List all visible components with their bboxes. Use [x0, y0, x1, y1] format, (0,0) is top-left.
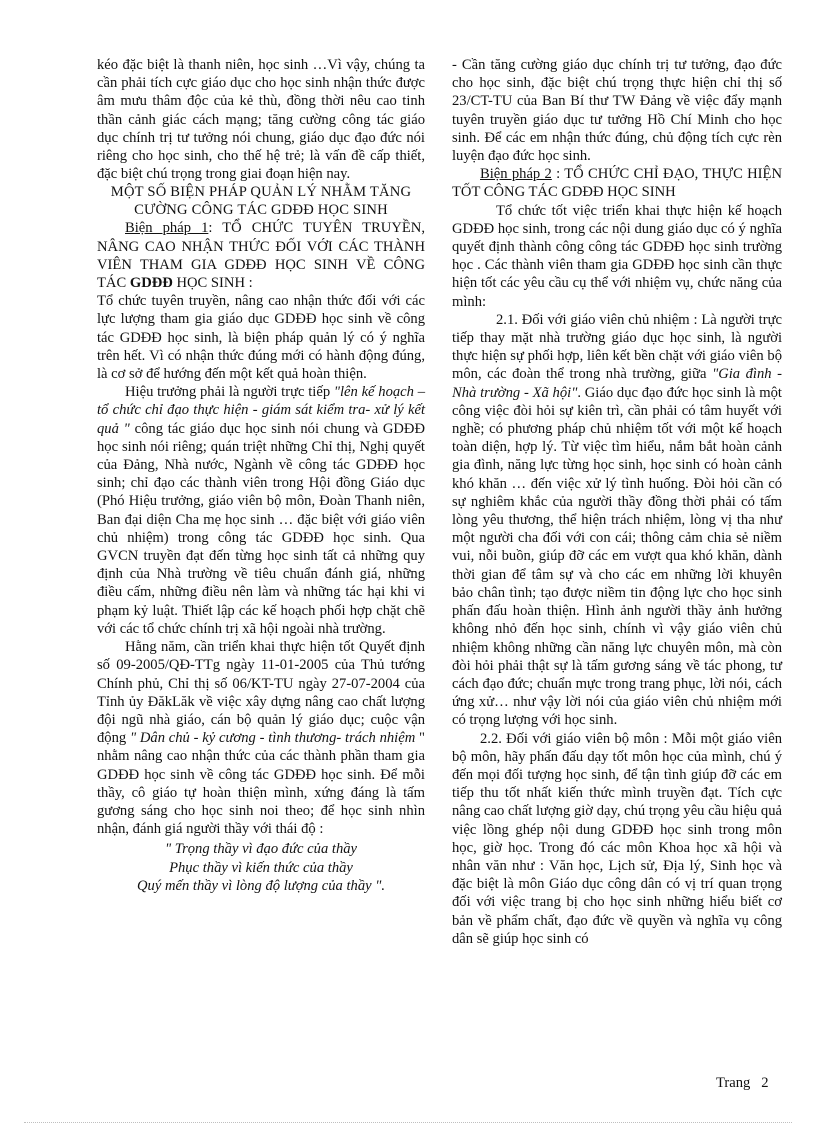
annual-plan-text-start: Hằng năm, cần triển khai thực hiện tốt Quyết định số 09-2005/QĐ-TTg ngày 11-01-2005 của Thủ tướng Chính phủ, Chỉ thị số 06/KT-TU ngày 27-07-2004 của Tỉnh ủy ĐăkLăk về việc xây dựng nâng cao chất lượng đội ngũ nhà giáo, cán bộ quản lý giáo dục; cuộc vận động — [97, 639, 425, 747]
measure-2-title-text: : TỔ CHỨC CHỈ ĐẠO, THỰC HIỆN TỐT CÔNG TÁC GDĐĐ HỌC SINH — [452, 166, 782, 201]
measure-2-label: Biện pháp 2 — [480, 166, 552, 183]
poem-line-2: Phục thầy vì kiến thức của thầy — [169, 859, 353, 876]
paragraph-annual-plan — [97, 638, 425, 838]
homeroom-quote: "Gia đình - Nhà trường - Xã hội" — [452, 366, 782, 401]
measure-1-title-bold: GDĐĐ — [129, 275, 173, 292]
annual-plan-campaign-quote: " Dân chủ - kỷ cương - tình thương- trách nhiệm — [129, 730, 416, 747]
homeroom-text-end: . Giáo dục đạo đức học sinh là một công việc đòi hỏi sự kiên trì, cần phải có tâm huyết với nghề; có phương pháp chủ nhiệm tốt với một kế hoạch toàn diện, hợp lý. Từ việc tìm hiểu, nắm bắt hoàn cảnh gia đình, năng lực từng học sinh, học sinh có hoàn cảnh khó khăn … đến việc xử lý tình huống. Đòi hỏi cần có sự nghiêm khắc của người thầy đồng thời phải có tấm lòng yêu thương, thể hiện trách nhiệm, lòng vị tha như một người cha đối với con cái; thông cảm chia sẻ niềm vui, nỗi buồn, giúp đỡ các em vượt qua khó khăn, dành thời gian để tâm sự và cho các em những lời khuyên bảo chân tình; tạo được niềm tin động lực cho học sinh phấn đấu hoàn thiện. Hình ảnh người thầy ảnh hưởng không nhỏ đến học sinh, chính vì vậy giáo viên chủ nhiệm không những cần năng lực chuyên môn, mà còn đòi hỏi phải thật sự là tấm gương sáng về tác phong, tư cách đạo đức; chuẩn mực trong trang phục, lời nói, cách ứng xử… như vậy lời nói của giáo viên chủ nhiệm mới có trọng lượng với học sinh. — [452, 384, 782, 729]
principal-role-text-start: Hiệu trưởng phải là người trực tiếp — [125, 384, 334, 401]
poem-block — [97, 840, 425, 895]
paragraph-intro-right: - Cần tăng cường giáo dục chính trị tư tưởng, đạo đức cho học sinh, đặc biệt chú trọng thực hiện chỉ thị số 23/CT-TU của Ban Bí thư TW Đảng về việc đẩy mạnh tuyên truyền giáo dục tư tưởng Hồ Chí Minh cho học sinh. Để các em nhận thức đúng, chủ động tích cực rèn luyện đạo đức học sinh. — [452, 57, 782, 165]
page-label: Trang — [716, 1075, 751, 1091]
poem-line-3: Quý mến thầy vì lòng độ lượng của thầy ". — [136, 878, 386, 895]
left-column — [97, 56, 425, 896]
measure-1-title-text: : TỔ CHỨC TUYÊN TRUYỀN, NÂNG CAO NHẬN THỨC ĐỐI VỚI CÁC THÀNH VIÊN THAM GIA GDĐĐ HỌC SINH VỀ CÔNG TÁC — [97, 220, 425, 292]
poem-line-1: " Trọng thầy vì đạo đức của thầy — [164, 841, 358, 858]
principal-role-quote: "lên kế hoạch – tổ chức chỉ đạo thực hiện - giám sát kiểm tra- xử lý kết quả " — [97, 384, 425, 437]
measure-1-title — [97, 219, 425, 292]
page-number-value: 2 — [761, 1075, 769, 1091]
measure-1-label: Biện pháp 1 — [125, 220, 209, 237]
right-column — [452, 56, 782, 948]
measure-2-title — [452, 165, 782, 201]
paragraph-subject-teacher: 2.2. Đối với giáo viên bộ môn : Mỗi một giáo viên bộ môn, hãy phấn đấu dạy tốt môn học của mình, chú ý đến mọi đối tượng học sinh, để tận tình giúp đỡ các em tiếp thu tốt nhất kiến thức mình truyền đạt. Tích cực nâng cao chất lượng giờ dạy, chú trọng yêu cầu hiệu quả việc lồng ghép nội dung GDĐĐ học sinh trong môn học, giờ học. Trong đó các môn Khoa học xã hội và nhân văn như : Văn học, Lịch sử, Địa lý, Sinh học và đặc biệt là môn Giáo dục công dân có vị trí quan trọng đối với việc trang bị cho học sinh những hiểu biết cơ bản về phẩm chất, đạo đức về quyền và nghĩa vụ công dân sẽ giúp học sinh có — [452, 730, 782, 947]
paragraph-principal-role — [97, 383, 425, 638]
page-number — [716, 1075, 769, 1092]
principal-role-text-end: công tác giáo dục học sinh nói chung và GDĐĐ học sinh nói riêng; quán triệt những Chỉ thị, Nghị quyết của Đảng, Nhà nước, Ngành về công tác GDĐĐ học sinh; chỉ đạo các thành viên trong Hội đồng Giáo dục (Phó Hiệu trưởng, giáo viên bộ môn, Đoàn Thanh niên, Ban đại diện Cha mẹ học sinh … đặc biệt với giáo viên chủ nhiệm) trong công tác GDĐĐ học sinh. Qua GVCN truyền đạt đến từng học sinh tất cả những quy định của Nhà trường về tiêu chuẩn đánh giá, những điều cấm, những điều nên làm và những tác hại khi vi phạm kỷ luật. Thiết lập các kế hoạch phối hợp chặt chẽ với các tổ chức chính trị xã hội ngoài nhà trường. — [97, 420, 426, 637]
measure-1-title-end: HỌC SINH : — [172, 275, 253, 292]
paragraph-homeroom-teacher — [452, 311, 782, 730]
homeroom-text-start: 2.1. Đối với giáo viên chủ nhiệm : Là người trực tiếp thay mặt nhà trường giáo dục học sinh, là người thực hiện sự phối hợp, liên kết bền chặt với giáo viên bộ môn, các đoàn thể trong nhà trường, giữa — [452, 311, 782, 383]
paragraph-measure-1-intro: Tổ chức tuyên truyền, nâng cao nhận thức đối với các lực lượng tham gia giáo dục GDĐĐ học sinh về công tác GDĐĐ học sinh, là biện pháp quản lý có ý nghĩa trên hết. Vì có nhận thức đúng mới có hành động đúng, là cơ sở để hướng đến một kết quả hoàn thiện. — [97, 293, 425, 383]
annual-plan-text-end: " nhằm nâng cao nhận thức của các thành phần tham gia GDĐĐ học sinh về công tác GDĐĐ học sinh. Để mỗi thầy, cô giáo tự hoàn thiện mình, xứng đáng là tấm gương sáng cho học sinh noi theo; để học sinh nhìn nhận, đánh giá người thầy với thái độ : — [97, 730, 425, 838]
paragraph-measure-2-intro: Tổ chức tốt việc triển khai thực hiện kế hoạch GDĐĐ học sinh, trong các nội dung giáo dục có ý nghĩa quyết định thành công công tác GDĐĐ học sinh trường học . Các thành viên tham gia GDĐĐ học sinh cần thực hiện tốt các yêu cầu cụ thể với nhiệm vụ, chức năng của mình: — [452, 202, 782, 310]
section-heading: MỘT SỐ BIỆN PHÁP QUẢN LÝ NHẰM TĂNG CƯỜNG CÔNG TÁC GDĐĐ HỌC SINH — [110, 184, 412, 219]
paragraph-intro-left: kéo đặc biệt là thanh niên, học sinh …Vì vậy, chúng ta cần phải tích cực giáo dục cho học sinh nhận thức được âm mưu thâm độc của kẻ thù, đồng thời nêu cao tinh thần cảnh giác cách mạng; tăng cường công tác giáo dục chính trị tư tưởng nói chung, giáo dục đạo đức nói riêng cho học sinh, cho thế hệ trẻ; là vấn đề cấp thiết, đặc biệt chú trọng trong giai đoạn hiện nay. — [97, 57, 425, 183]
